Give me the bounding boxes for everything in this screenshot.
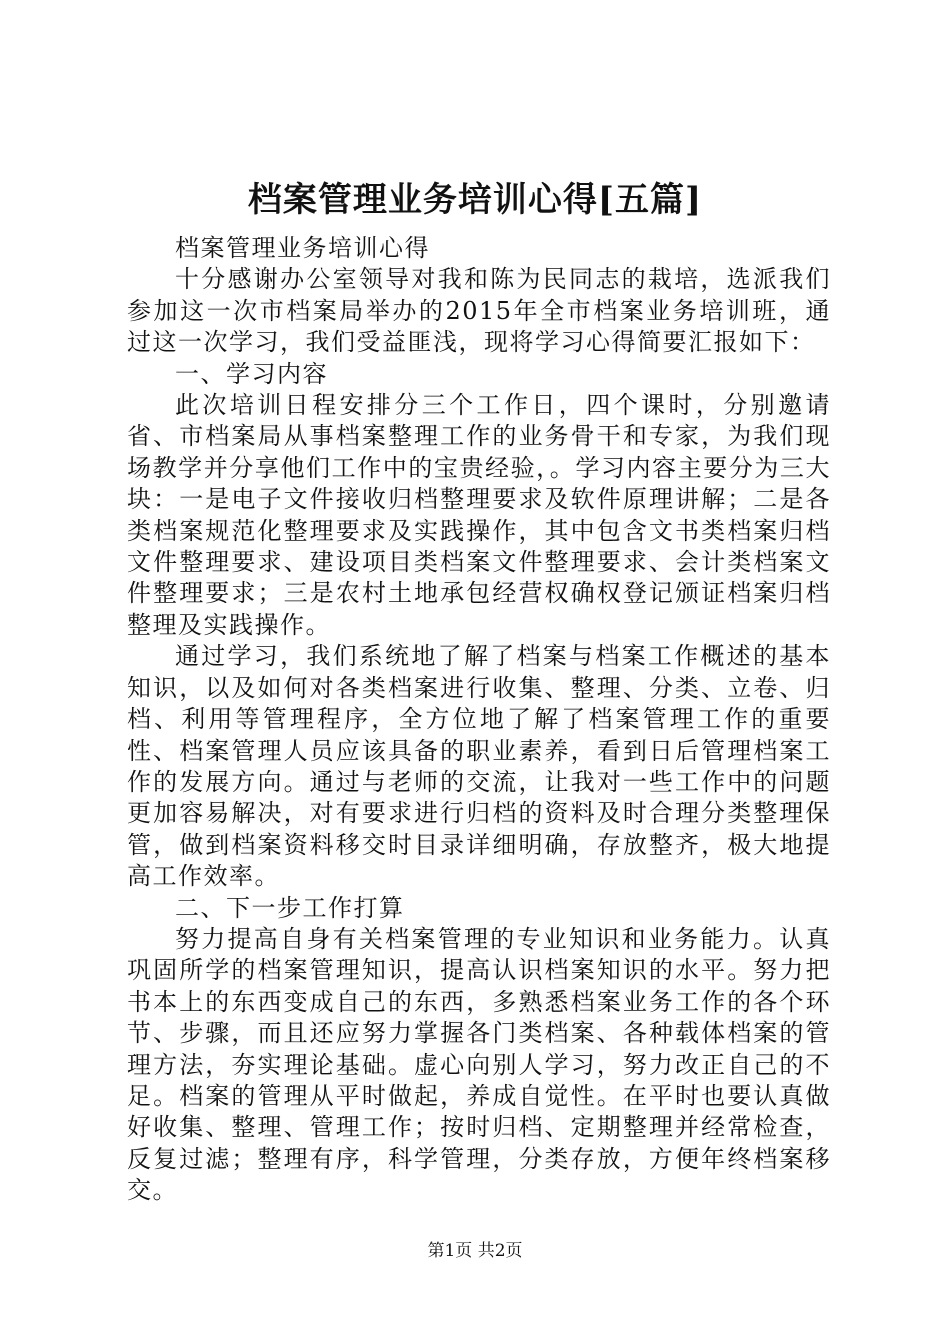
training-content-paragraph: 此次培训日程安排分三个工作日，四个课时，分别邀请省、市档案局从事档案整理工作的业务骨干和专家，为我们现场教学并分享他们工作中的宝贵经验，。学习内容主要分为三大块：一是电子文件接收归档整理要求及软件原理讲解；二是各类档案规范化整理要求及实践操作，其中包含文书类档案归档文件整理要求、建设项目类档案文件整理要求、会计类档案文件整理要求；三是农村土地承包经营权确权登记颁证档案归档整理及实践操作。	[127, 391, 831, 639]
section-heading-next-steps: 二、下一步工作打算	[175, 893, 405, 922]
page-number-footer: 第1页 共2页	[427, 1241, 523, 1261]
section-heading-study-content: 一、学习内容	[175, 359, 328, 388]
intro-paragraph: 十分感谢办公室领导对我和陈为民同志的栽培，选派我们参加这一次市档案局举办的2015年全市档案业务培训班，通过这一次学习，我们受益匪浅，现将学习心得简要汇报如下：	[127, 265, 831, 357]
subtitle-paragraph: 档案管理业务培训心得	[175, 234, 430, 262]
next-steps-paragraph: 努力提高自身有关档案管理的专业知识和业务能力。认真巩固所学的档案管理知识，提高认识档案知识的水平。努力把书本上的东西变成自己的东西，多熟悉档案业务工作的各个环节、步骤，而且还应努力掌握各门类档案、各种载体档案的管理方法，夯实理论基础。虚心向别人学习，努力改正自己的不足。档案的管理从平时做起，养成自觉性。在平时也要认真做好收集、整理、管理工作；按时归档、定期整理并经常检查，反复过滤；整理有序，科学管理，分类存放，方便年终档案移交。	[127, 924, 831, 1205]
document-title: 档案管理业务培训心得[五篇]	[247, 180, 703, 220]
learning-outcome-paragraph: 通过学习，我们系统地了解了档案与档案工作概述的基本知识，以及如何对各类档案进行收集、整理、分类、立卷、归档、利用等管理程序，全方位地了解了档案管理工作的重要性、档案管理人员应该具备的职业素养，看到日后管理档案工作的发展方向。通过与老师的交流，让我对一些工作中的问题更加容易解决，对有要求进行归档的资料及时合理分类整理保管，做到档案资料移交时目录详细明确，存放整齐，极大地提高工作效率。	[127, 642, 831, 891]
document-body	[127, 233, 831, 1207]
